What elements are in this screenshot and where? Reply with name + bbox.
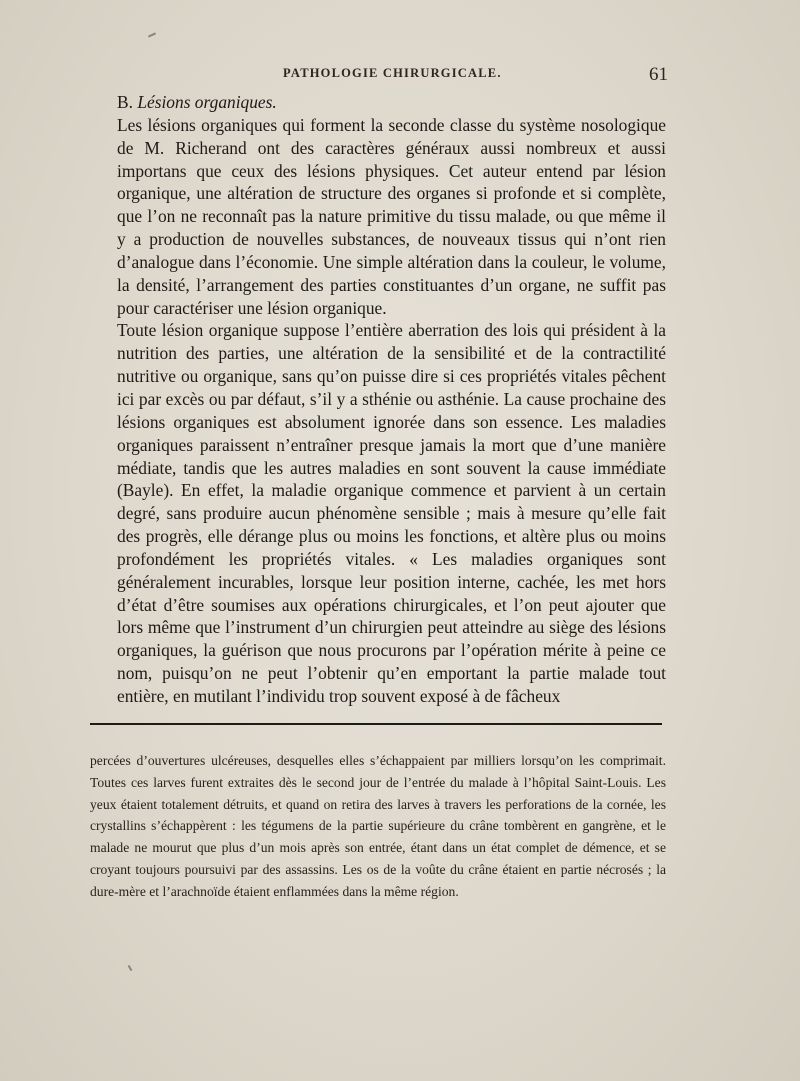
ink-mark — [128, 965, 133, 971]
section-heading — [117, 91, 666, 114]
paragraph: Toute lésion organique suppose l’entière aberration des lois qui président à la nutrition des parties, une altération de la sensibilité et de la contractilité nutritive ou organique, sans qu’on puisse dire si ces propriétés vitales pêchent ici par excès ou par défaut, s’il y a sthénie ou asthénie. La cause prochaine des lésions organiques est absolument ignorée dans son essence. Les maladies organiques paraissent n’entraîner presque jamais la mort que d’une manière médiate, tandis que les autres maladies en sont souvent la cause immédiate (Bayle). En effet, la maladie organique commence et parvient à un certain degré, sans produire aucun phénomène sensible ; mais à mesure qu’elle fait des progrès, elle dérange plus ou moins les fonctions, et altère plus ou moins profondément les propriétés vitales. « Les maladies organiques sont généralement incurables, lorsque leur position interne, cachée, les met hors d’état d’être soumises aux opérations chirurgicales, et l’on peut ajouter que lors même que l’instrument d’un chirurgien peut atteindre au siège des lésions organiques, la guérison que nous procurons par l’opération mérite à peine ce nom, puisqu’on ne peut l’obtenir qu’en emportant la partie malade tout entière, en mutilant l’individu trop souvent exposé à de fâcheux — [117, 320, 666, 706]
section-label: B. — [117, 92, 133, 112]
footnote-divider — [90, 723, 662, 725]
section-title: Lésions organiques. — [137, 92, 277, 112]
page-header — [0, 66, 800, 84]
footnote: percées d’ouvertures ulcéreuses, desquelles elles s’échappaient par milliers lorsqu’on les comprimait. Toutes ces larves furent extraites dès le second jour de l’entrée du malade à l’hôpital Saint-Louis. Les yeux étaient totalement détruits, et quand on retira des larves à travers les perforations de la cornée, les crystallins s’échappèrent : les tégumens de la partie supérieure du crâne tombèrent en gangrène, et le malade ne mourut que plus d’un mois après son entrée, étant dans un état complet de démence, et se croyant toujours poursuivi par des assassins. Les os de la voûte du crâne étaient en partie nécrosés ; la dure-mère et l’arachnoïde étaient enflammées dans la même région. — [90, 753, 666, 899]
paragraph: Les lésions organiques qui forment la seconde classe du système nosologique de M. Richerand ont des caractères généraux aussi nombreux et aussi importans que ceux des lésions physiques. Cet auteur entend par lésion organique, une altération de structure des organes si profonde et si complète, que l’on ne reconnaît pas la nature primitive du tissu malade, ou que même il y a production de nouvelles substances, de nouveaux tissus qui n’ont rien d’analogue dans l’économie. Une simple altération dans la couleur, le volume, la densité, l’arrangement des parties constituantes d’un organe, ne suffit pas pour caractériser une lésion organique. — [117, 114, 666, 318]
ink-mark — [148, 32, 156, 37]
page-number: 61 — [649, 64, 668, 85]
running-head: PATHOLOGIE CHIRURGICALE. — [283, 66, 502, 80]
main-text — [117, 91, 666, 708]
